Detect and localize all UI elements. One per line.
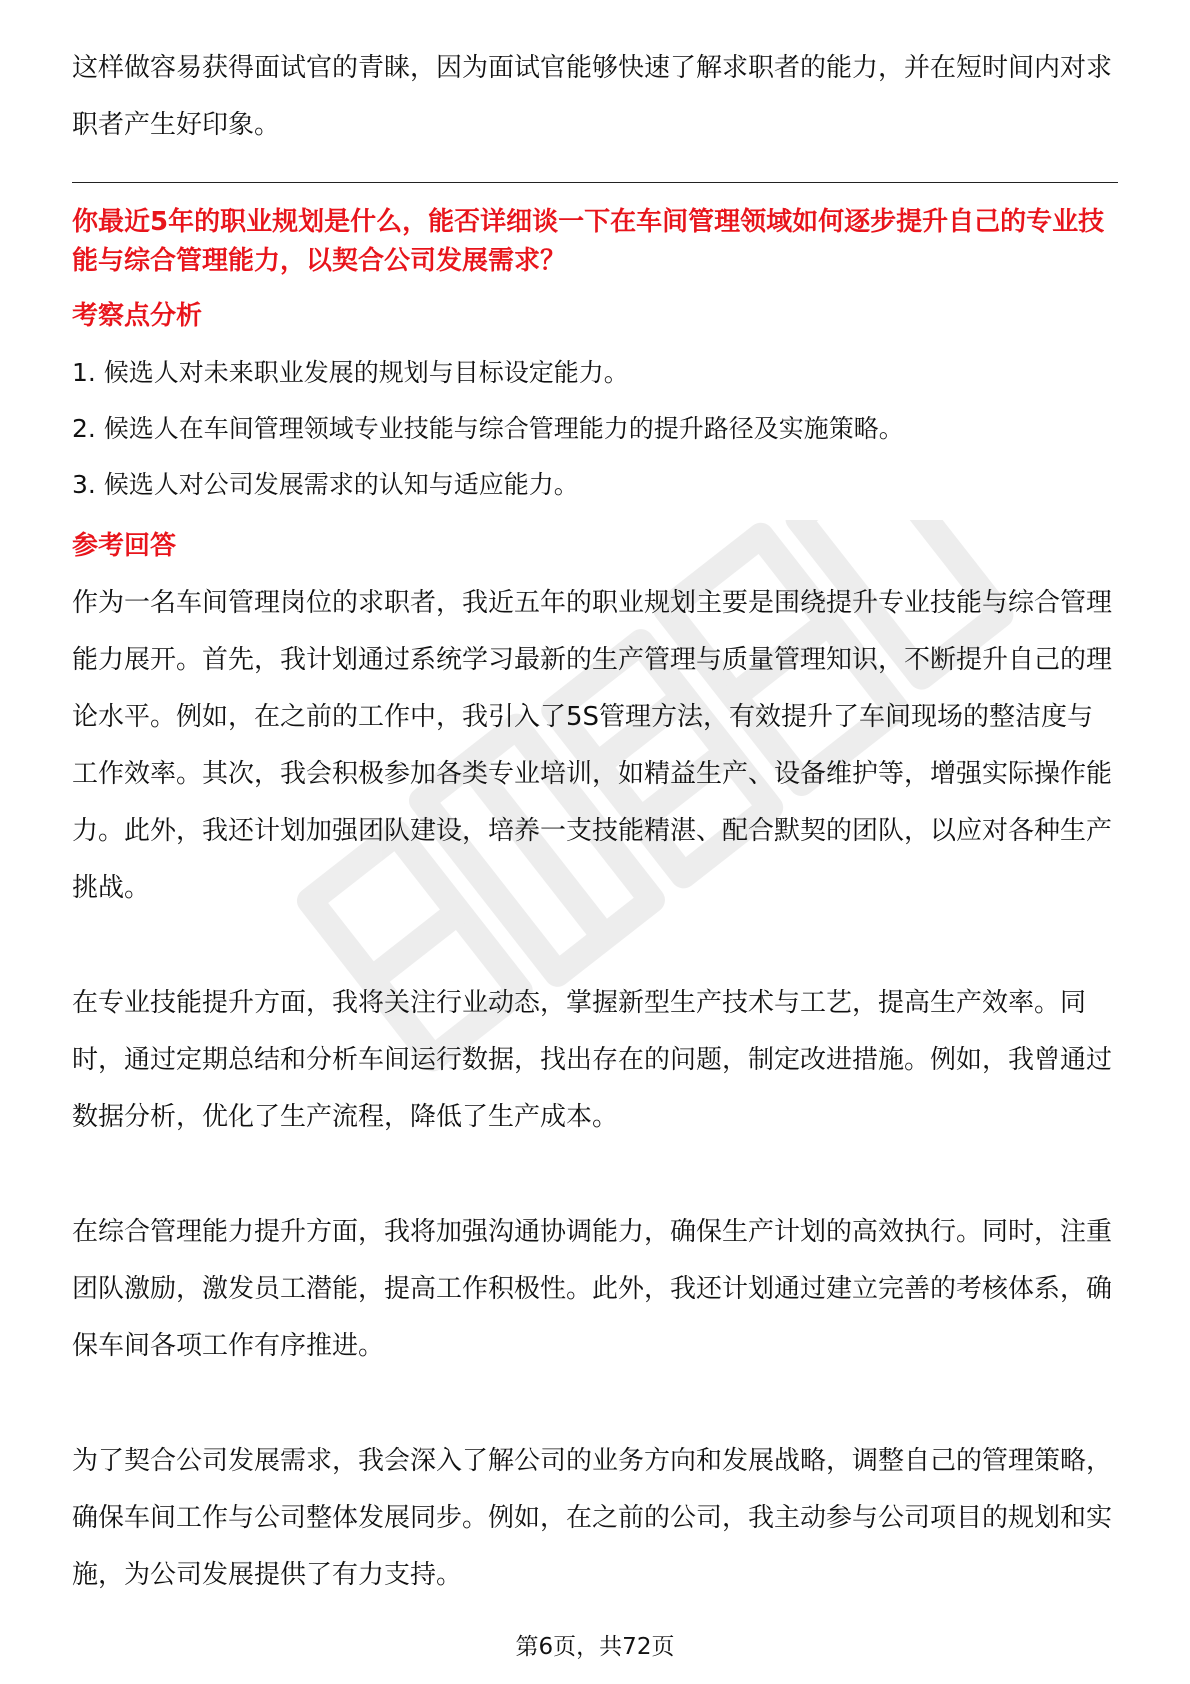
list-item: 2. 候选人在车间管理领域专业技能与综合管理能力的提升路径及实施策略。 (72, 414, 904, 443)
answer-paragraph: 为了契合公司发展需求，我会深入了解公司的业务方向和发展战略，调整自己的管理策略，确保车间工作与公司整体发展同步。例如，在之前的公司，我主动参与公司项目的规划和实施，为公司发展提供了有力支持。 (72, 1446, 1113, 1590)
list-item: 3. 候选人对公司发展需求的认知与适应能力。 (72, 470, 579, 499)
answer-paragraph: 作为一名车间管理岗位的求职者，我近五年的职业规划主要是围绕提升专业技能与综合管理能力展开。首先，我计划通过系统学习最新的生产管理与质量管理知识，不断提升自己的理论水平。例如，在之前的工作中，我引入了5S管理方法，有效提升了车间现场的整洁度与工作效率。其次，我会积极参加各类专业培训，如精益生产、设备维护等，增强实际操作能力。此外，我还计划加强团队建设，培养一支技能精湛、配合默契的团队，以应对各种生产挑战。 (72, 588, 1113, 903)
list-item: 1. 候选人对未来职业发展的规划与目标设定能力。 (72, 358, 629, 387)
page-number: 第6页，共72页 (515, 1634, 675, 1660)
answer-body (72, 575, 1118, 1604)
answer-paragraph: 在专业技能提升方面，我将关注行业动态，掌握新型生产技术与工艺，提高生产效率。同时，通过定期总结和分析车间运行数据，找出存在的问题，制定改进措施。例如，我曾通过数据分析，优化了生产流程，降低了生产成本。 (72, 988, 1113, 1132)
page-content (72, 40, 1118, 1604)
intro-paragraph: 这样做容易获得面试官的青睐，因为面试官能够快速了解求职者的能力，并在短时间内对求职者产生好印象。 (72, 53, 1113, 140)
analysis-heading: 考察点分析 (72, 301, 203, 331)
answer-paragraph: 在综合管理能力提升方面，我将加强沟通协调能力，确保生产计划的高效执行。同时，注重团队激励，激发员工潜能，提高工作积极性。此外，我还计划通过建立完善的考核体系，确保车间各项工作有序推进。 (72, 1217, 1113, 1361)
analysis-list (72, 345, 1118, 513)
interview-question: 你最近5年的职业规划是什么，能否详细谈一下在车间管理领域如何逐步提升自己的专业技能与综合管理能力，以契合公司发展需求？ (72, 207, 1105, 276)
answer-heading: 参考回答 (72, 531, 177, 561)
section-divider (72, 182, 1118, 183)
